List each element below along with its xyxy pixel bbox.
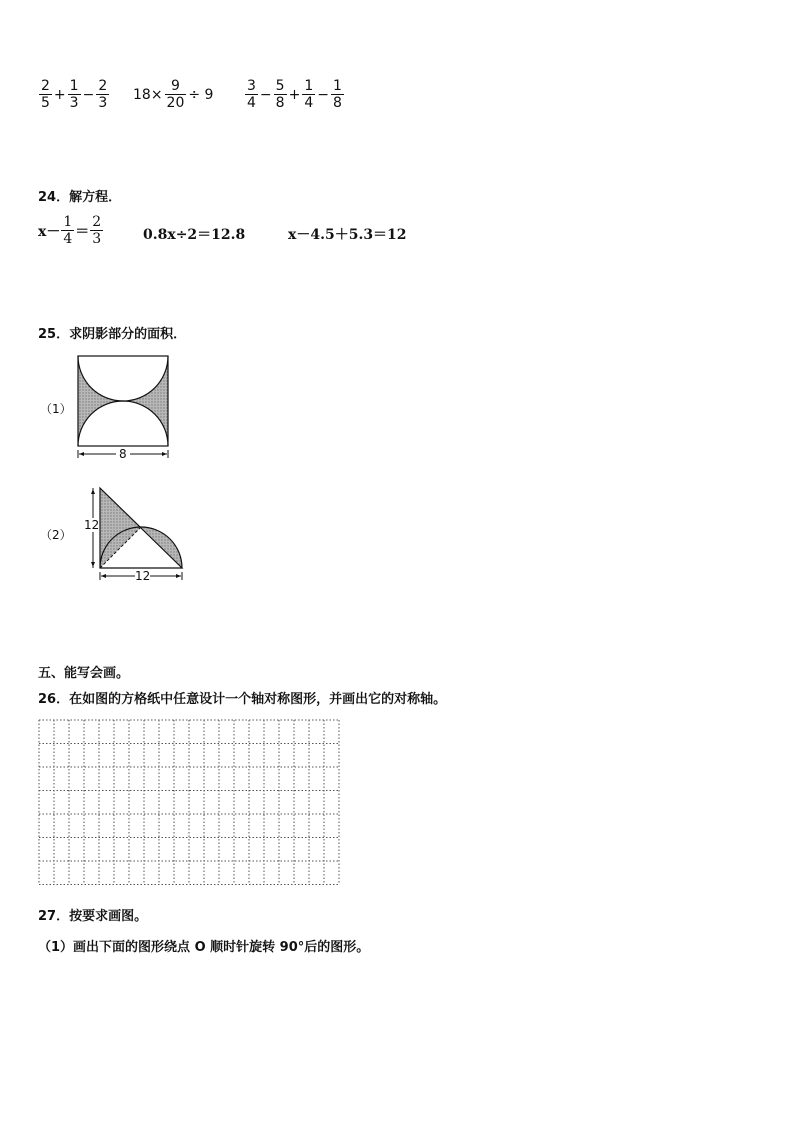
fraction-denominator: 4 (63, 231, 73, 247)
equation-1-equals: ＝ (75, 223, 90, 240)
equation-1-prefix: x－ (38, 223, 61, 240)
grid-paper[interactable] (38, 719, 340, 889)
equation-1-fraction (61, 214, 74, 247)
operator: + (288, 86, 301, 103)
fraction (96, 78, 109, 111)
figure-2-label: （2） (40, 528, 72, 542)
fraction-numerator: 2 (98, 78, 108, 94)
fraction-denominator: 4 (304, 95, 314, 111)
question-25-title: 25．求阴影部分的面积． (38, 327, 187, 342)
figure-2-horizontal-dimension: 12 (135, 569, 151, 583)
equation-2: 0.8x÷2＝12.8 (143, 227, 246, 243)
question-24-title: 24．解方程． (38, 190, 122, 205)
figure-2-vertical-dimension: 12 (84, 518, 100, 532)
operator: ÷ 9 (188, 86, 214, 103)
fraction (245, 78, 258, 111)
fraction-numerator: 1 (63, 214, 73, 230)
fraction-numerator: 2 (41, 78, 50, 94)
operator: − (317, 86, 329, 103)
operator: − (82, 86, 95, 103)
fraction (39, 78, 52, 111)
fraction-numerator: 1 (304, 78, 314, 94)
question-26-title: 26．在如图的方格纸中任意设计一个轴对称图形，并画出它的对称轴。 (38, 692, 447, 707)
expression-1 (38, 78, 110, 111)
fraction (302, 78, 315, 111)
equation-1-rhs-fraction (90, 214, 103, 247)
equation-3: x－4.5＋5.3＝12 (288, 227, 407, 243)
fraction-denominator: 8 (332, 95, 342, 111)
fraction-denominator: 3 (92, 231, 102, 247)
fraction-numerator: 1 (69, 78, 79, 94)
fraction-denominator: 3 (69, 95, 79, 111)
fraction (331, 78, 344, 111)
figure-1-label: （1） (40, 402, 72, 416)
question-27-title: 27．按要求画图。 (38, 909, 148, 924)
operator: + (53, 86, 66, 103)
fraction-numerator: 3 (247, 78, 256, 94)
expression-3 (244, 78, 345, 111)
figure-1-dimension: 8 (119, 447, 127, 461)
fraction (165, 78, 187, 111)
fraction-denominator: 3 (98, 95, 108, 111)
section-5-title: 五、能写会画。 (38, 666, 130, 681)
fraction (68, 78, 81, 111)
fraction-numerator: 9 (171, 78, 180, 94)
fraction-denominator: 4 (247, 95, 256, 111)
fraction-numerator: 1 (332, 78, 342, 94)
fraction-numerator: 5 (275, 78, 285, 94)
figure-1-diagram (70, 350, 180, 460)
equation-1 (38, 214, 104, 247)
fraction (274, 78, 287, 111)
expression-2 (132, 78, 214, 111)
operator: − (259, 86, 272, 103)
question-27-subquestion-1: （1）画出下面的图形绕点 O 顺时针旋转 90°后的图形。 (38, 940, 370, 955)
fraction-numerator: 2 (92, 214, 102, 230)
operator: 18× (133, 86, 163, 103)
fraction-denominator: 20 (166, 95, 185, 111)
fraction-denominator: 5 (41, 95, 50, 111)
fraction-denominator: 8 (275, 95, 285, 111)
